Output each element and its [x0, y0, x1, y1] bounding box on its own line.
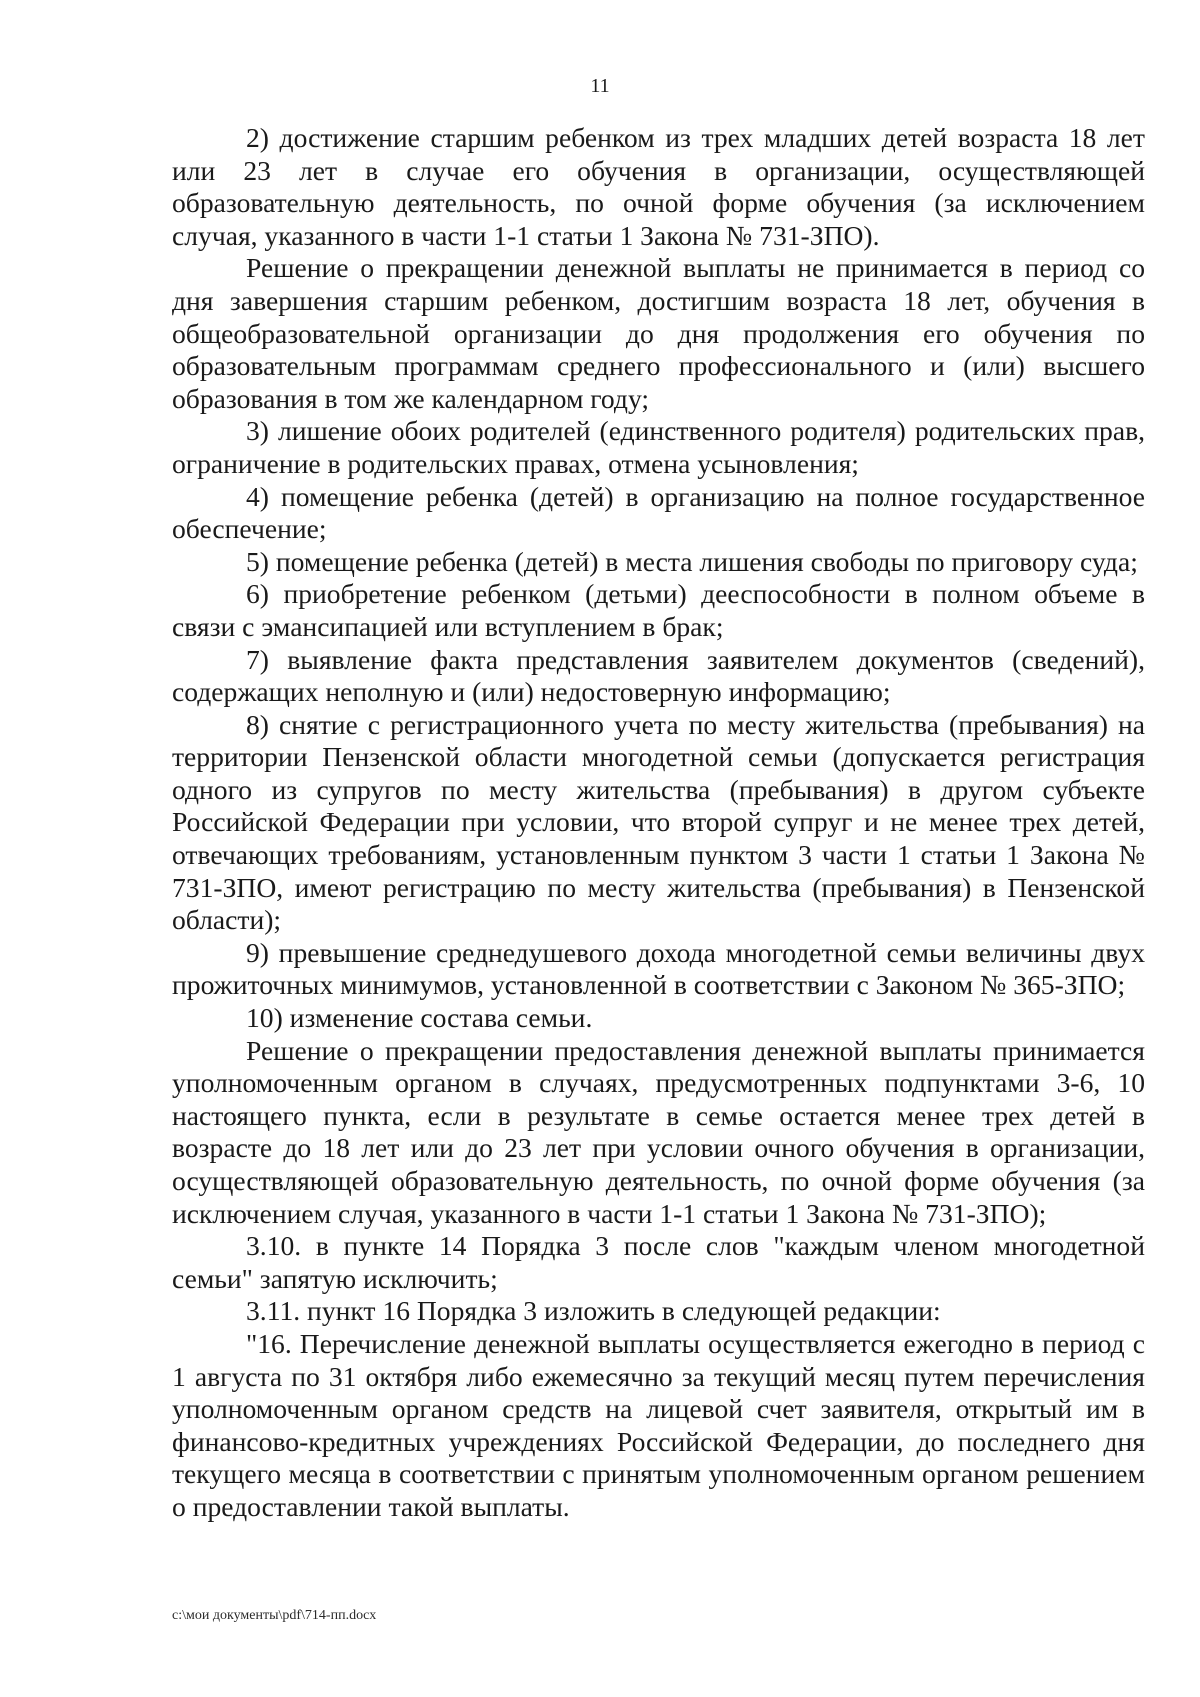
- paragraph-item-8: 8) снятие с регистрационного учета по месту жительства (пребывания) на территории Пензенской области многодетной семьи (допускается регистрация одного из супругов по месту жительства (пребывания) в другом субъекте Российской Федерации при условии, что второй супруг и не менее трех детей, отвечающих требованиям, установленным пунктом 3 части 1 статьи 1 Закона № 731-ЗПО, имеют регистрацию по месту жительства (пребывания) в Пензенской области);: [172, 708, 1145, 936]
- footer-file-path: c:\мои документы\pdf\714-пп.docx: [172, 1608, 377, 1623]
- paragraph-3-11: 3.11. пункт 16 Порядка 3 изложить в следующей редакции:: [246, 1295, 941, 1327]
- paragraph-item-2: 2) достижение старшим ребенком из трех младших детей возраста 18 лет или 23 лет в случае его обучения в организации, осуществляющей образовательную деятельность, по очной форме обучения (за исключением случая, указанного в части 1-1 статьи 1 Закона № 731-ЗПО).: [172, 122, 1145, 251]
- paragraph-item-9: 9) превышение среднедушевого дохода многодетной семьи величины двух прожиточных минимумов, установленной в соответствии с Законом № 365-ЗПО;: [172, 936, 1145, 1001]
- paragraph-item-4: 4) помещение ребенка (детей) в организацию на полное государственное обеспечение;: [172, 480, 1145, 545]
- paragraph-termination-decision: Решение о прекращении предоставления денежной выплаты принимается уполномоченным органом в случаях, предусмотренных подпунктами 3-6, 10 настоящего пункта, если в результате в семье остается менее трех детей в возрасте до 18 лет или до 23 лет при условии очного обучения в организации, осуществляющей образовательную деятельность, по очной форме обучения (за исключением случая, указанного в части 1-1 статьи 1 Закона № 731-ЗПО);: [172, 1034, 1145, 1229]
- document-body: [172, 122, 1145, 1524]
- paragraph-termination-exception: Решение о прекращении денежной выплаты не принимается в период со дня завершения старшим ребенком, достигшим возраста 18 лет, обучения в общеобразовательной организации до дня продолжения его обучения по образовательным программам среднего профессионального и (или) высшего образования в том же календарном году;: [172, 252, 1145, 414]
- paragraph-item-10: 10) изменение состава семьи.: [246, 1002, 593, 1034]
- paragraph-item-5: 5) помещение ребенка (детей) в места лишения свободы по приговору суда;: [246, 545, 1138, 577]
- paragraph-item-6: 6) приобретение ребенком (детьми) дееспособности в полном объеме в связи с эмансипацией или вступлением в брак;: [172, 578, 1145, 642]
- paragraph-point-16: "16. Перечисление денежной выплаты осуществляется ежегодно в период с 1 августа по 31 октября либо ежемесячно за текущий месяц путем перечисления уполномоченным органом средств на лицевой счет заявителя, открытый им в финансово-кредитных учреждениях Российской Федерации, до последнего дня текущего месяца в соответствии с принятым уполномоченным органом решением о предоставлении такой выплаты.: [172, 1327, 1145, 1522]
- paragraph-3-10: 3.10. в пункте 14 Порядка 3 после слов "каждым членом многодетной семьи" запятую исключить;: [172, 1230, 1145, 1294]
- paragraph-item-3: 3) лишение обоих родителей (единственного родителя) родительских прав, ограничение в родительских правах, отмена усыновления;: [172, 415, 1145, 479]
- paragraph-item-7: 7) выявление факта представления заявителем документов (сведений), содержащих неполную и (или) недостоверную информацию;: [172, 643, 1145, 708]
- page-number: 11: [590, 75, 610, 97]
